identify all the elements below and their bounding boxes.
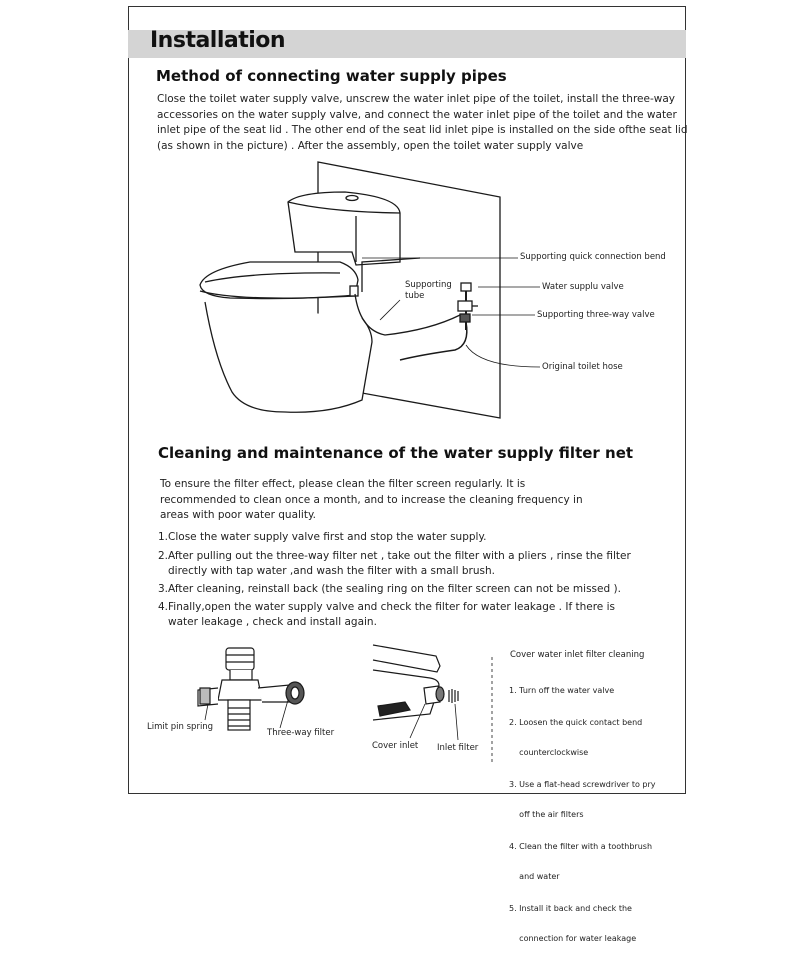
section1-line: Close the toilet water supply valve, unscrew the water inlet pipe of the toilet, install the three-way — [157, 93, 675, 105]
step-1: 1.Close the water supply valve first and stop the water supply. — [158, 531, 487, 543]
step-4-cont: water leakage , check and install again. — [158, 616, 377, 628]
three-way-filter-label: Three-way filter — [267, 728, 335, 738]
supporting-tube-line1: Supporting — [405, 280, 452, 290]
step-2-cont: directly with tap water ,and wash the filter with a small brush. — [158, 565, 495, 577]
hose-label: Original toilet hose — [542, 362, 623, 372]
cover-step: 2. Loosen the quick contact bend — [509, 718, 643, 727]
cover-step: and water — [509, 872, 560, 881]
page-title: Installation — [150, 28, 286, 53]
limit-pin-label: Limit pin spring — [147, 722, 214, 732]
supply-valve-label: Water supplu valve — [542, 282, 624, 292]
cover-inlet-label: Cover inlet — [372, 741, 419, 751]
quick-bend-label: Supporting quick connection bend — [520, 252, 666, 262]
supporting-tube-line2: tube — [405, 291, 425, 301]
cover-step: 1. Turn off the water valve — [509, 686, 615, 695]
cover-step: counterclockwise — [509, 748, 589, 757]
inlet-filter-label: Inlet filter — [437, 743, 479, 753]
section1-line: inlet pipe of the seat lid . The other end of the seat lid inlet pipe is installed on the side ofthe seat lid — [157, 124, 688, 136]
intro-line: areas with poor water quality. — [160, 509, 317, 521]
intro-line: recommended to clean once a month, and to increase the cleaning frequency in — [160, 493, 583, 506]
step-4: 4.Finally,open the water supply valve and check the filter for water leakage . If there is — [158, 601, 615, 613]
section1-line: accessories on the water supply valve, and connect the water inlet pipe of the toilet and the water — [157, 108, 677, 121]
cover-step: 3. Use a flat-head screwdriver to pry — [509, 780, 656, 789]
section1-line: (as shown in the picture) . After the assembly, open the toilet water supply valve — [157, 139, 584, 152]
step-2: 2.After pulling out the three-way filter net , take out the filter with a pliers , rinse the filter — [158, 550, 631, 562]
cover-step: off the air filters — [509, 810, 584, 819]
cover-step: connection for water leakage — [509, 934, 637, 943]
cover-step: 5. Install it back and check the — [509, 904, 632, 913]
section1-heading: Method of connecting water supply pipes — [156, 67, 507, 85]
section2-heading: Cleaning and maintenance of the water supply filter net — [158, 444, 634, 462]
intro-line: To ensure the filter effect, please clean the filter screen regularly. It is — [160, 478, 526, 490]
cover-title: Cover water inlet filter cleaning — [510, 650, 645, 660]
step-3: 3.After cleaning, reinstall back (the sealing ring on the filter screen can not be missed ). — [158, 583, 621, 595]
cover-step: 4. Clean the filter with a toothbrush — [509, 842, 653, 851]
three-way-label: Supporting three-way valve — [537, 310, 655, 320]
cover-steps — [509, 666, 656, 954]
